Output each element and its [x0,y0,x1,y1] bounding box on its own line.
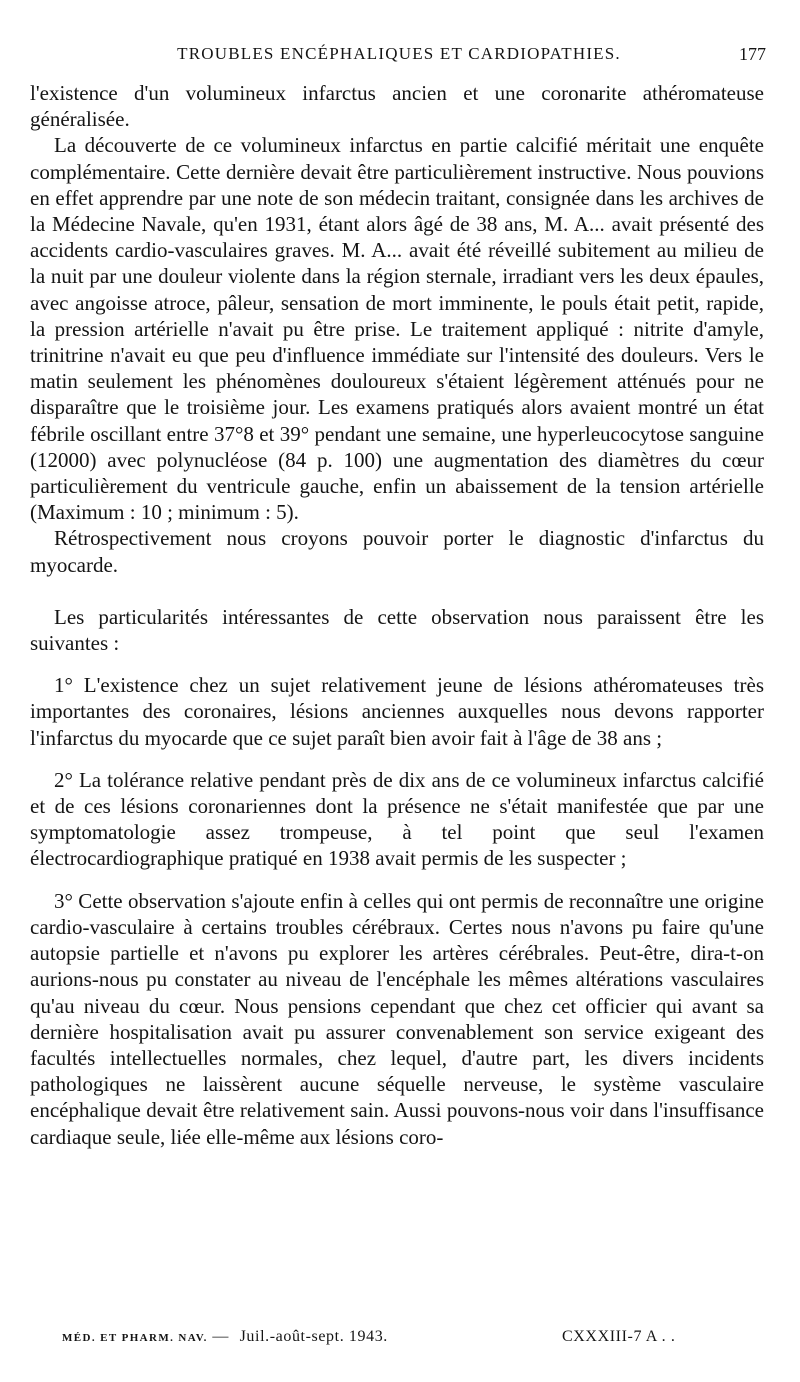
footer-journal: MÉD. ET PHARM. NAV. [62,1332,208,1344]
footer-separator: — [212,1328,229,1345]
list-item-first: 1° L'existence chez un sujet relativement jeune de lésions athéromateuses très importantes des coronaires, lésions anciennes auxquelles nous devons rapporter l'infarctus du myocarde que ce sujet paraît bien avoir fait à l'âge de 38 ans ; [30,673,764,750]
running-header [30,44,768,74]
footer-date: Juil.-août-sept. 1943. [239,1328,388,1345]
paragraph-continuation: l'existence d'un volumineux infarctus ancien et une coronarite athéromateuse généralisée. [30,81,764,132]
page-number: 177 [739,44,766,64]
page-footer [62,1328,762,1346]
list-item-third: 3° Cette observation s'ajoute enfin à celles qui ont permis de reconnaître une origine cardio-vasculaire à certains troubles cérébraux. Certes nous n'avons pu faire qu'une autopsie partielle et n'avons pu explorer les artères cérébrales. Peut-être, dira-t-on aurions-nous pu constater au niveau de l'encéphale les mêmes altérations vasculaires qu'au niveau du cœur. Nous pensions cependant que chez cet officier qui avant sa dernière hospitalisation avait pu assurer convenablement son service exigeant des facultés intellectuelles normales, chez lequel, d'autre part, les divers incidents pathologiques ne laissèrent aucune séquelle nerveuse, le système vasculaire encéphalique devait être relativement sain. Aussi pouvons-nous voir dans l'insuffisance cardiaque seule, liée elle-même aux lésions coro- [30,888,764,1149]
paragraph-discovery: La découverte de ce volumineux infarctus en partie calcifié méritait une enquête complémentaire. Cette dernière devait être particulièrement instructive. Nous pouvions en effet apprendre par une note de son médecin traitant, consignée dans les archives de la Médecine Navale, qu'en 1931, étant alors âgé de 38 ans, M. A... avait présenté des accidents cardio-vasculaires graves. M. A... avait été réveillé subitement au milieu de la nuit par une douleur violente dans la région sternale, irradiant vers les deux épaules, avec angoisse atroce, pâleur, sensation de mort imminente, le pouls était petit, rapide, la pression artérielle n'avait pu être prise. Le traitement appliqué : nitrite d'amyle, trinitrine n'avait eu que peu d'influence immédiate sur l'intensité des douleurs. Vers le matin seulement les phénomènes douloureux s'étaient légèrement atténués pour ne disparaître que le troisième jour. Les examens pratiqués alors avaient montré un état fébrile oscillant entre 37°8 et 39° pendant une semaine, une hyperleucocytose sanguine (12000) avec polynucléose (84 p. 100) une augmentation des diamètres du cœur particulièrement du ventricule gauche, enfin un abaissement de la tension artérielle (Maximum : 10 ; minimum : 5). [30,133,764,525]
running-head-title: TROUBLES ENCÉPHALIQUES ET CARDIOPATHIES. [177,44,621,63]
paragraph-particularities: Les particularités intéressantes de cette observation nous paraissent être les suivantes : [30,604,764,656]
page-body [30,80,764,1150]
list-item-second: 2° La tolérance relative pendant près de dix ans de ce volumineux infarctus calcifié et de ces lésions coronariennes dont la présence ne s'était manifestée que par une symptomatologie assez trompeuse, à tel point que seul l'examen électrocardiographique pratiqué en 1938 avait permis de les suspecter ; [30,767,764,871]
footer-signature: CXXXIII-7 A . . [562,1328,676,1345]
paragraph-retrospective: Rétrospectivement nous croyons pouvoir porter le diagnostic d'infarctus du myocarde. [30,526,764,577]
